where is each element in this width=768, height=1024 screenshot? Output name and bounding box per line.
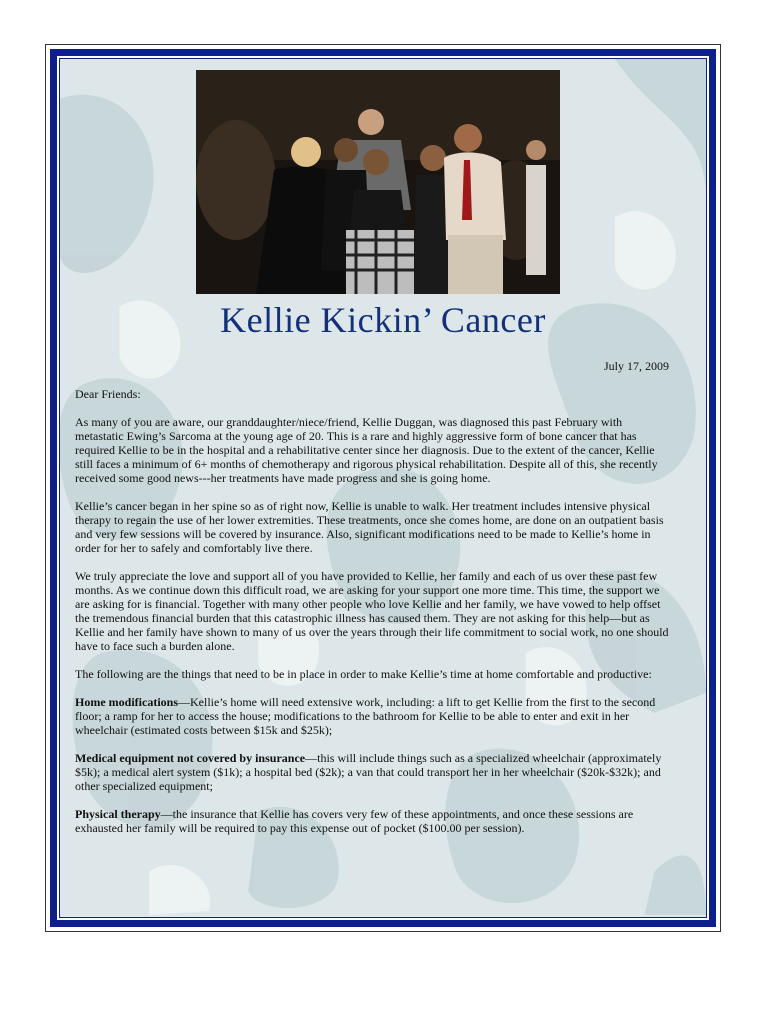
flyer-body bbox=[59, 58, 707, 918]
need-physical-therapy bbox=[75, 807, 669, 835]
salutation: Dear Friends: bbox=[75, 387, 141, 401]
need-label: Medical equipment not covered by insurance bbox=[75, 751, 306, 765]
letter-body bbox=[75, 359, 669, 849]
family-photo bbox=[196, 70, 560, 294]
flyer-title: Kellie Kickin’ Cancer bbox=[220, 300, 546, 340]
page-frame bbox=[45, 44, 721, 932]
family-photo-illustration bbox=[196, 70, 560, 294]
need-label: Physical therapy bbox=[75, 807, 161, 821]
need-home-modifications bbox=[75, 695, 669, 737]
need-text: —the insurance that Kellie has covers very few of these appointments, and once these sessions are exhausted her family will be required to pay this expense out of pocket ($100.00 per session). bbox=[75, 807, 634, 835]
paragraph-needs-intro: The following are the things that need to be in place in order to make Kellie’s time at home comfortable and productive: bbox=[75, 667, 652, 681]
need-label: Home modifications bbox=[75, 695, 178, 709]
paragraph-treatment: Kellie’s cancer began in her spine so as of right now, Kellie is unable to walk. Her treatment includes intensive physical therapy to regain the use of her lower extremities. These treatments, once she comes home, are done on an outpatient basis and very few sessions will be covered by insurance. Also, significant modifications need to be made to Kellie’s home in order for her to safely and comfortably live there. bbox=[75, 499, 664, 555]
letter-date: July 17, 2009 bbox=[603, 359, 669, 373]
paragraph-appeal: We truly appreciate the love and support all of you have provided to Kellie, her family and each of us over these past few months. As we continue down this difficult road, we are asking for your support one more time. This time, the support we are asking for is financial. Together with many other people who love Kellie and her family, we have vowed to help offset the tremendous financial burden that this catastrophic illness has caused them. They are not asking for this help—but as Kellie and her family have shown to many of us over the years through their life commitment to social work, no one should have to face such a burden alone. bbox=[75, 569, 669, 653]
paragraph-diagnosis: As many of you are aware, our granddaughter/niece/friend, Kellie Duggan, was diagnosed this past February with metastatic Ewing’s Sarcoma at the young age of 20. This is a rare and highly aggressive form of bone cancer that has required Kellie to be in the hospital and a rehabilitative center since her diagnosis. Due to the extent of the cancer, Kellie still faces a minimum of 6+ months of chemotherapy and rigorous physical rehabilitation. Despite all of this, she recently received some good news---her treatments have made progress and she is going home. bbox=[75, 415, 658, 485]
need-text: —Kellie’s home will need extensive work, including: a lift to get Kellie from the first to the second floor; a ramp for her to access the house; modifications to the bathroom for Kellie to be able to enter and exit in her wheelchair (estimated costs between $15k and $25k); bbox=[75, 695, 656, 737]
blue-border bbox=[50, 49, 716, 927]
need-medical-equipment bbox=[75, 751, 669, 793]
need-text: —this will include things such as a specialized wheelchair (approximately $5k); a medical alert system ($1k); a hospital bed ($2k); a van that could transport her in her wheelchair ($20k-$32k); and other specialized equipment; bbox=[75, 751, 662, 793]
